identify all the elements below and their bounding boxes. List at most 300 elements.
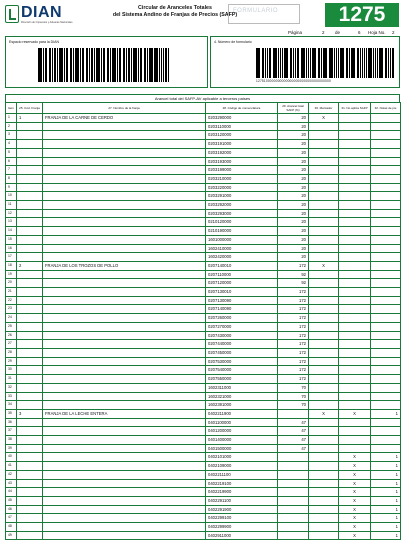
table-row	[6, 505, 401, 514]
not-applicable-mark-cell	[339, 340, 371, 349]
tariff-value-cell: 172	[278, 314, 309, 323]
franja-code-cell	[17, 496, 43, 505]
franja-code-cell	[17, 470, 43, 479]
franja-code-cell	[17, 122, 43, 131]
marker-cell	[309, 288, 339, 297]
table-row	[6, 131, 401, 140]
marker-cell	[309, 157, 339, 166]
item-number-cell: 16	[6, 244, 17, 253]
nomenclature-code-cell: 0207450000	[206, 348, 278, 357]
franja-code-cell	[17, 523, 43, 532]
not-applicable-mark-cell	[339, 174, 371, 183]
item-number-cell: 23	[6, 305, 17, 314]
footnote-cell: 1	[371, 470, 401, 479]
form-number-badge: 1275	[325, 3, 399, 27]
marker-cell	[309, 453, 339, 462]
item-number-cell: 41	[6, 462, 17, 471]
item-number-cell: 3	[6, 131, 17, 140]
footnote-cell: 1	[371, 453, 401, 462]
franja-name-cell	[43, 174, 206, 183]
franja-name-cell	[43, 218, 206, 227]
not-applicable-mark-cell	[339, 366, 371, 375]
column-header: 29. Arancel total SAFP (%)	[278, 103, 309, 114]
not-applicable-mark-cell: X	[339, 531, 371, 540]
page-current: 2	[322, 30, 325, 35]
tariff-value-cell: 20	[278, 140, 309, 149]
not-applicable-mark-cell	[339, 122, 371, 131]
item-number-cell: 25	[6, 322, 17, 331]
franja-code-cell	[17, 296, 43, 305]
footnote-cell	[371, 331, 401, 340]
item-number-cell: 48	[6, 523, 17, 532]
table-row	[6, 462, 401, 471]
item-number-cell: 8	[6, 174, 17, 183]
table-row	[6, 392, 401, 401]
sheet-label: Hoja No.	[368, 30, 386, 35]
marker-cell	[309, 436, 339, 445]
franja-code-cell	[17, 357, 43, 366]
page-label: Página	[288, 30, 303, 35]
item-number-cell: 2	[6, 122, 17, 131]
item-number-cell: 24	[6, 314, 17, 323]
table-row	[6, 253, 401, 262]
marker-cell	[309, 531, 339, 540]
franja-code-cell	[17, 322, 43, 331]
table-body	[6, 114, 401, 540]
tariff-value-cell: 20	[278, 122, 309, 131]
tariff-value-cell: 20	[278, 157, 309, 166]
not-applicable-mark-cell	[339, 131, 371, 140]
footnote-cell: 1	[371, 488, 401, 497]
franja-name-cell	[43, 227, 206, 236]
footnote-cell	[371, 122, 401, 131]
franja-name-cell	[43, 488, 206, 497]
item-number-cell: 19	[6, 270, 17, 279]
nomenclature-code-cell: 0207140090	[206, 305, 278, 314]
table-row	[6, 453, 401, 462]
column-header: 28. Código de nomenclatura	[206, 103, 278, 114]
tariff-value-cell: 20	[278, 235, 309, 244]
tariff-value-cell: 20	[278, 148, 309, 157]
nomenclature-code-cell: 1601000000	[206, 235, 278, 244]
section-title: Arancel total del SAFP-AV aplicable a terceros países	[5, 94, 400, 102]
footnote-cell: 1	[371, 514, 401, 523]
item-number-cell: 9	[6, 183, 17, 192]
marker-cell	[309, 131, 339, 140]
footnote-cell	[371, 218, 401, 227]
franja-code-cell	[17, 305, 43, 314]
item-number-cell: 44	[6, 488, 17, 497]
table-row	[6, 409, 401, 418]
franja-code-cell	[17, 131, 43, 140]
column-header: 31. No aplica SAFP	[339, 103, 371, 114]
marker-cell	[309, 523, 339, 532]
franja-name-cell: FRANJA DE LA LECHE ENTERA	[43, 409, 206, 418]
footnote-cell	[371, 322, 401, 331]
marker-cell	[309, 444, 339, 453]
tariff-value-cell	[278, 470, 309, 479]
nomenclature-code-cell: 0207530000	[206, 357, 278, 366]
franja-name-cell	[43, 453, 206, 462]
nomenclature-code-cell: 0402101000	[206, 453, 278, 462]
marker-cell	[309, 183, 339, 192]
item-number-cell: 26	[6, 331, 17, 340]
not-applicable-mark-cell	[339, 148, 371, 157]
sheet-number: 2	[392, 30, 395, 35]
franja-name-cell	[43, 462, 206, 471]
franja-name-cell	[43, 296, 206, 305]
marker-cell	[309, 348, 339, 357]
franja-name-cell	[43, 192, 206, 201]
footnote-cell	[371, 348, 401, 357]
franja-code-cell	[17, 314, 43, 323]
tariff-value-cell	[278, 523, 309, 532]
tariff-value-cell: 47	[278, 436, 309, 445]
tariff-value-cell: 20	[278, 244, 309, 253]
not-applicable-mark-cell	[339, 279, 371, 288]
franja-name-cell	[43, 523, 206, 532]
franja-name-cell	[43, 305, 206, 314]
tariff-value-cell: 70	[278, 383, 309, 392]
nomenclature-code-cell: 0203193000	[206, 157, 278, 166]
table-row	[6, 122, 401, 131]
footnote-cell	[371, 166, 401, 175]
franja-name-cell	[43, 279, 206, 288]
marker-cell	[309, 296, 339, 305]
nomenclature-code-cell: 0402299900	[206, 523, 278, 532]
franja-name-cell	[43, 235, 206, 244]
tariff-value-cell: 70	[278, 392, 309, 401]
marker-cell	[309, 140, 339, 149]
pdf417-barcode	[38, 48, 170, 82]
franja-code-cell	[17, 392, 43, 401]
item-number-cell: 12	[6, 209, 17, 218]
marker-cell	[309, 166, 339, 175]
franja-name-cell	[43, 392, 206, 401]
not-applicable-mark-cell: X	[339, 479, 371, 488]
footnote-cell: 1	[371, 523, 401, 532]
tariff-value-cell: 172	[278, 296, 309, 305]
franja-name-cell	[43, 427, 206, 436]
not-applicable-mark-cell	[339, 183, 371, 192]
franja-name-cell	[43, 383, 206, 392]
marker-cell: X	[309, 409, 339, 418]
nomenclature-code-cell: 0402211100	[206, 470, 278, 479]
franja-code-cell	[17, 366, 43, 375]
tariff-value-cell: 47	[278, 427, 309, 436]
item-number-cell: 38	[6, 436, 17, 445]
page-total: 6	[358, 30, 361, 35]
franja-name-cell	[43, 505, 206, 514]
footnote-cell	[371, 192, 401, 201]
franja-name-cell	[43, 436, 206, 445]
nomenclature-code-cell: 0203220000	[206, 183, 278, 192]
franja-code-cell: 2	[17, 261, 43, 270]
item-number-cell: 39	[6, 444, 17, 453]
item-number-cell: 17	[6, 253, 17, 262]
dian-logo-icon	[5, 5, 19, 23]
table-row	[6, 227, 401, 236]
item-number-cell: 4	[6, 140, 17, 149]
not-applicable-mark-cell	[339, 331, 371, 340]
franja-name-cell	[43, 357, 206, 366]
tariff-value-cell	[278, 505, 309, 514]
franja-name-cell	[43, 314, 206, 323]
nomenclature-code-cell: 1602420000	[206, 253, 278, 262]
nomenclature-code-cell: 0207540000	[206, 366, 278, 375]
table-row	[6, 270, 401, 279]
tariff-section	[5, 94, 400, 540]
table-row	[6, 157, 401, 166]
table-row	[6, 444, 401, 453]
franja-code-cell	[17, 340, 43, 349]
table-row	[6, 244, 401, 253]
item-number-cell: 32	[6, 383, 17, 392]
franja-code-cell	[17, 488, 43, 497]
table-row	[6, 314, 401, 323]
footnote-cell	[371, 366, 401, 375]
nomenclature-code-cell: 0210120000	[206, 218, 278, 227]
item-number-cell: 10	[6, 192, 17, 201]
tariff-value-cell: 20	[278, 192, 309, 201]
footnote-cell: 1	[371, 531, 401, 540]
marker-cell	[309, 201, 339, 210]
franja-code-cell	[17, 401, 43, 410]
franja-name-cell	[43, 366, 206, 375]
item-number-cell: 30	[6, 366, 17, 375]
franja-name-cell	[43, 479, 206, 488]
table-row	[6, 331, 401, 340]
item-number-cell: 11	[6, 201, 17, 210]
not-applicable-mark-cell	[339, 192, 371, 201]
footnote-cell	[371, 383, 401, 392]
nomenclature-code-cell: 0203290000	[206, 114, 278, 123]
not-applicable-mark-cell	[339, 444, 371, 453]
nomenclature-code-cell: 0207260000	[206, 314, 278, 323]
franja-name-cell	[43, 331, 206, 340]
franja-code-cell	[17, 505, 43, 514]
not-applicable-mark-cell	[339, 375, 371, 384]
item-number-cell: 45	[6, 496, 17, 505]
table-row	[6, 496, 401, 505]
tariff-value-cell: 47	[278, 444, 309, 453]
marker-cell	[309, 366, 339, 375]
franja-name-cell	[43, 183, 206, 192]
table-row	[6, 183, 401, 192]
item-number-cell: 5	[6, 148, 17, 157]
barcode-number: 12751000000000000000000000000000000000	[256, 79, 331, 83]
franja-code-cell	[17, 218, 43, 227]
franja-code-cell	[17, 140, 43, 149]
nomenclature-code-cell: 1602391000	[206, 401, 278, 410]
franja-name-cell	[43, 418, 206, 427]
franja-name-cell	[43, 131, 206, 140]
nomenclature-code-cell: 0402219900	[206, 488, 278, 497]
nomenclature-code-cell: 0402109000	[206, 462, 278, 471]
franja-code-cell	[17, 348, 43, 357]
not-applicable-mark-cell	[339, 436, 371, 445]
marker-cell	[309, 174, 339, 183]
tariff-value-cell	[278, 514, 309, 523]
franja-code-cell	[17, 183, 43, 192]
marker-cell	[309, 479, 339, 488]
footnote-cell	[371, 140, 401, 149]
column-header: 25. Cód. Franja	[17, 103, 43, 114]
not-applicable-mark-cell	[339, 227, 371, 236]
table-row	[6, 114, 401, 123]
franja-code-cell	[17, 270, 43, 279]
footnote-cell	[371, 244, 401, 253]
not-applicable-mark-cell: X	[339, 505, 371, 514]
marker-cell	[309, 488, 339, 497]
table-row	[6, 357, 401, 366]
not-applicable-mark-cell	[339, 270, 371, 279]
franja-name-cell	[43, 531, 206, 540]
nomenclature-code-cell: 1602321000	[206, 392, 278, 401]
item-number-cell: 20	[6, 279, 17, 288]
franja-code-cell	[17, 514, 43, 523]
tariff-table	[5, 102, 401, 540]
franja-code-cell	[17, 453, 43, 462]
franja-name-cell	[43, 122, 206, 131]
not-applicable-mark-cell	[339, 261, 371, 270]
nomenclature-code-cell: 0401500000	[206, 444, 278, 453]
nomenclature-code-cell: 0401200000	[206, 427, 278, 436]
item-number-cell: 46	[6, 505, 17, 514]
footnote-cell: 1	[371, 505, 401, 514]
not-applicable-mark-cell	[339, 322, 371, 331]
franja-code-cell	[17, 436, 43, 445]
marker-cell: X	[309, 114, 339, 123]
item-number-cell: 43	[6, 479, 17, 488]
not-applicable-mark-cell: X	[339, 488, 371, 497]
item-number-cell: 29	[6, 357, 17, 366]
marker-cell	[309, 462, 339, 471]
tariff-value-cell: 20	[278, 253, 309, 262]
column-header: Item	[6, 103, 17, 114]
franja-name-cell	[43, 166, 206, 175]
franja-code-cell	[17, 227, 43, 236]
nomenclature-code-cell: 0203191000	[206, 140, 278, 149]
not-applicable-mark-cell: X	[339, 514, 371, 523]
footnote-cell	[371, 270, 401, 279]
item-number-cell: 40	[6, 453, 17, 462]
franja-code-cell	[17, 244, 43, 253]
marker-cell	[309, 392, 339, 401]
item-number-cell: 13	[6, 218, 17, 227]
marker-cell	[309, 496, 339, 505]
marker-cell	[309, 357, 339, 366]
table-row	[6, 470, 401, 479]
franja-name-cell: FRANJA DE LOS TROZOS DE POLLO	[43, 261, 206, 270]
form-number-box	[210, 36, 400, 88]
item-number-cell: 31	[6, 375, 17, 384]
franja-name-cell	[43, 401, 206, 410]
not-applicable-mark-cell	[339, 201, 371, 210]
tariff-value-cell: 172	[278, 331, 309, 340]
footnote-cell	[371, 357, 401, 366]
marker-cell	[309, 427, 339, 436]
nomenclature-code-cell: 0203110000	[206, 122, 278, 131]
tariff-value-cell: 20	[278, 218, 309, 227]
marker-cell	[309, 279, 339, 288]
tariff-value-cell: 47	[278, 418, 309, 427]
marker-cell	[309, 122, 339, 131]
table-row	[6, 322, 401, 331]
marker-cell	[309, 218, 339, 227]
marker-cell	[309, 470, 339, 479]
footnote-cell	[371, 261, 401, 270]
tariff-value-cell: 92	[278, 270, 309, 279]
franja-code-cell	[17, 427, 43, 436]
tariff-value-cell	[278, 453, 309, 462]
marker-cell	[309, 401, 339, 410]
not-applicable-mark-cell	[339, 140, 371, 149]
marker-cell	[309, 383, 339, 392]
nomenclature-code-cell: 0210190000	[206, 227, 278, 236]
nomenclature-code-cell: 0207550000	[206, 375, 278, 384]
table-row	[6, 514, 401, 523]
item-number-cell: 49	[6, 531, 17, 540]
reserved-label: Espacio reservado para la DIAN	[9, 40, 59, 44]
franja-code-cell	[17, 375, 43, 384]
franja-code-cell	[17, 209, 43, 218]
title-line-2: del Sistema Andino de Franjas de Precios (SAFP)	[112, 12, 238, 18]
nomenclature-code-cell: 0203120000	[206, 131, 278, 140]
item-number-cell: 35	[6, 409, 17, 418]
table-row	[6, 401, 401, 410]
item-number-cell: 14	[6, 227, 17, 236]
column-header: 30. Marcador	[309, 103, 339, 114]
footnote-cell: 1	[371, 496, 401, 505]
item-number-cell: 15	[6, 235, 17, 244]
page-of-label: de	[335, 30, 341, 35]
footnote-cell	[371, 427, 401, 436]
franja-name-cell	[43, 140, 206, 149]
footnote-cell	[371, 183, 401, 192]
not-applicable-mark-cell	[339, 235, 371, 244]
footnote-cell	[371, 418, 401, 427]
franja-code-cell	[17, 418, 43, 427]
nomenclature-code-cell: 0401100000	[206, 418, 278, 427]
table-row	[6, 288, 401, 297]
not-applicable-mark-cell	[339, 383, 371, 392]
franja-code-cell: 3	[17, 409, 43, 418]
franja-code-cell	[17, 279, 43, 288]
tariff-value-cell	[278, 531, 309, 540]
tariff-value-cell	[278, 479, 309, 488]
not-applicable-mark-cell	[339, 296, 371, 305]
not-applicable-mark-cell: X	[339, 523, 371, 532]
item-number-cell: 7	[6, 166, 17, 175]
franja-name-cell	[43, 253, 206, 262]
table-row	[6, 375, 401, 384]
franja-code-cell	[17, 288, 43, 297]
table-row	[6, 366, 401, 375]
franja-code-cell	[17, 383, 43, 392]
not-applicable-mark-cell	[339, 166, 371, 175]
tariff-value-cell	[278, 409, 309, 418]
footnote-cell	[371, 305, 401, 314]
franja-name-cell	[43, 348, 206, 357]
franja-code-cell	[17, 201, 43, 210]
footnote-cell: 1	[371, 479, 401, 488]
franja-code-cell	[17, 192, 43, 201]
footnote-cell	[371, 235, 401, 244]
nomenclature-code-cell: 0203192000	[206, 148, 278, 157]
franja-code-cell	[17, 174, 43, 183]
footnote-cell	[371, 279, 401, 288]
